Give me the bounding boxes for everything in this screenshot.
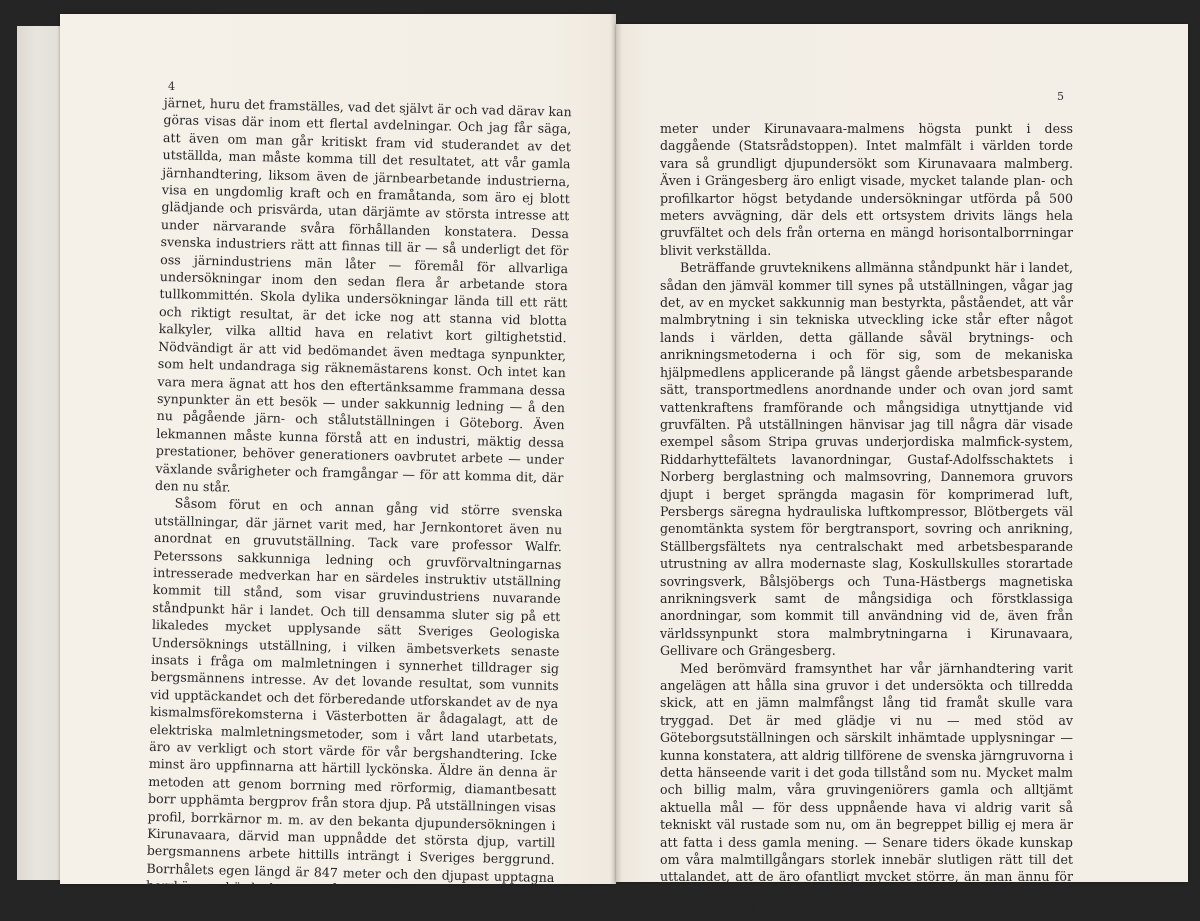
right-paragraph-3: Med berömvärd framsynthet har vår järnhandtering varit angelägen att hålla sina gruvor i det undersökta och tillredda skick, att en jämn malmfångst lång tid framåt skulle vara tryggad. Det är med glädje vi nu — med stöd av Göteborgsutställningen och särskilt inhämtade upplysningar — kunna konstatera, att aldrig tillförene de svenska järngruvorna i detta hänseende varit i det goda tillstånd som nu. Mycket malm och billig malm, våra gruvingeniörers gamla och alltjämt aktuella mål — för dess uppnående hava vi aldrig varit så tekniskt väl rustade som nu, om än begreppet billig ej mera är att fatta i dess gamla mening. — Senare tiders ökade kunskap om våra malmtillgångars storlek innebär slutligen rätt till det uttalandet, att de äro ofantligt mycket större, än man ännu för några år sedan anade, och detta gäller dessbättre även om våra fosforrena malmer, på vilka vår: [660, 660, 1073, 920]
left-paragraph-2: Såsom förut en och annan gång vid större svenska utställningar, där järnet varit med, har Jernkontoret även nu anordnat en gruvutställning. Tack vare professor Walfr. Peterssons sakkunniga ledning och gruvförvaltningarnas intresserade medverkan har en särdeles instruktiv utställning kommit till stånd, som visar gruvindustriens nuvarande ståndpunkt här i landet. Och till densamma sluter sig på ett likaledes mycket upplysande sätt Sveriges Geologiska Undersöknings utställning, i vilken ämbetsverkets senaste insats i fråga om malmletningen i synnerhet tilldrager sig bergsmännens intresse. Av det lovande resultat, som vunnits vid upptäckandet och det förberedande utforskandet av de nya kismalmsförekomsterna i Västerbotten är ådagalagt, att de elektriska malmletningsmetoder, som i vårt land utarbetats, äro av verkligt och stort värde för vår bergshandtering. Icke minst äro uppfinnarna att härtill lyckönska. Äldre än denna är metoden att genom borrning med rörformig, diamantbesatt borr upphämta bergprov från stora djup. På utställningen visas profil, borrkärnor m. m. av den bekanta djupundersökningen i Kirunavaara, därvid man uppnådde det största djup, vartill bergsmannens arbete hittills inträngt i Sveriges berggrund. Borrhålets egen längd är 847 meter och den djupast upptagna borrkärnan hörde hemma på ett djup, som ligger omkring 1 100: [145, 495, 563, 912]
book-gutter: [610, 14, 622, 884]
right-page-text: [660, 120, 1073, 921]
left-paragraph-1: järnet, huru det framställes, vad det självt är och vad därav kan göras visas där inom ett flertal avdelningar. Och jag får säga, att även om man går kritiskt fram vid studerandet av det utställda, man måste komma till det resultatet, att vår gamla järnhandtering, liksom även de järnbearbetande industrierna, visa en ungdomlig kraft och en framåtanda, som äro ej blott glädjande och prisvärda, utan därjämte av största intresse att under närvarande svåra förhållanden konstatera. Dessa svenska industriers rätt att finnas till är — så underligt det för oss järnindustriens män låter — föremål för allvarliga undersökningar inom den sedan flera år arbetande stora tullkommittén. Skola dylika undersökningar lända till ett rätt och riktigt resultat, är det icke nog att stanna vid blotta kalkyler, vilka alltid hava en relativt kort giltighetstid. Nödvändigt är att vid bedömandet även medtaga synpunkter, som helt undandraga sig räknemästarens konst. Och intet kan vara mera ägnat att hos den eftertänksamme frammana dessa synpunkter än ett besök — under sakkunnig ledning — å den nu pågående järn- och stålutställningen i Göteborg. Även lekmannen måste kunna förstå att en industri, mäktig dessa prestationer, behöver generationers oavbrutet arbete — under växlande svårigheter och framgångar — för att komma dit, där den nu står.: [154, 94, 572, 495]
left-page-text: [145, 94, 571, 921]
right-paragraph-2: Beträffande gruvteknikens allmänna ståndpunkt här i landet, sådan den jämväl kommer till synes på utställningen, vågar jag det, av en mycket sakkunnig man bestyrkta, påståendet, att vår malmbrytning i sin tekniska utveckling icke står efter något lands i världen, detta gällande såväl brytnings- och anrikningsmetoderna i och för sig, som de mekaniska hjälpmedlens applicerande på längst gående arbetsbesparande sätt, transportmedlens anordnande under och ovan jord samt vattenkraftens framförande och mångsidiga utnyttjande vid gruvfälten. På utställningen hänvisar jag till några där visade exempel såsom Stripa gruvas underjordiska malmfick-system, Riddarhyttefältets lavanordningar, Gustaf-Adolfsschaktets i Norberg berglastning och malmsovring, Dannemora gruvors djupt i berget sprängda magasin för komprimerad luft, Persbergs säregna hydrauliska luftkompressor, Blötbergets väl genomtänkta system för bergtransport, sovring och anrikning, Ställbergsfältets nya centralschakt med arbetsbesparande utrustning av allra modernaste slag, Koskullskulles storartade sovringsverk, Bålsjöbergs och Tuna-Hästbergs magnetiska anrikningsverk samt de mångsidiga och förstklassiga anordningar, som kommit till användning vid de, även från världssynpunkt stora malmbrytningarna i Kirunavaara, Gellivare och Grängesberg.: [660, 260, 1073, 659]
right-page: [616, 24, 1188, 920]
right-paragraph-1: meter under Kirunavaara-malmens högsta punkt i dess daggående (Statsrådstoppen). Intet malmfält i världen torde vara så grundligt djupundersökt som Kirunavaara malmberg. Även i Grängesberg äro enligt visade, mycket talande plan- och profilkartor högst betydande undersökningar utförda på 500 meters avvägning, där dels ett ortsystem drivits längs hela gruvfältet och dels från orterna en mängd horisontalborrningar blivit verkställda.: [660, 121, 1073, 258]
page-stack-edge: [17, 26, 63, 880]
left-page-number: 4: [168, 80, 175, 93]
right-page-number: 5: [1057, 90, 1064, 103]
left-page: [60, 14, 616, 912]
